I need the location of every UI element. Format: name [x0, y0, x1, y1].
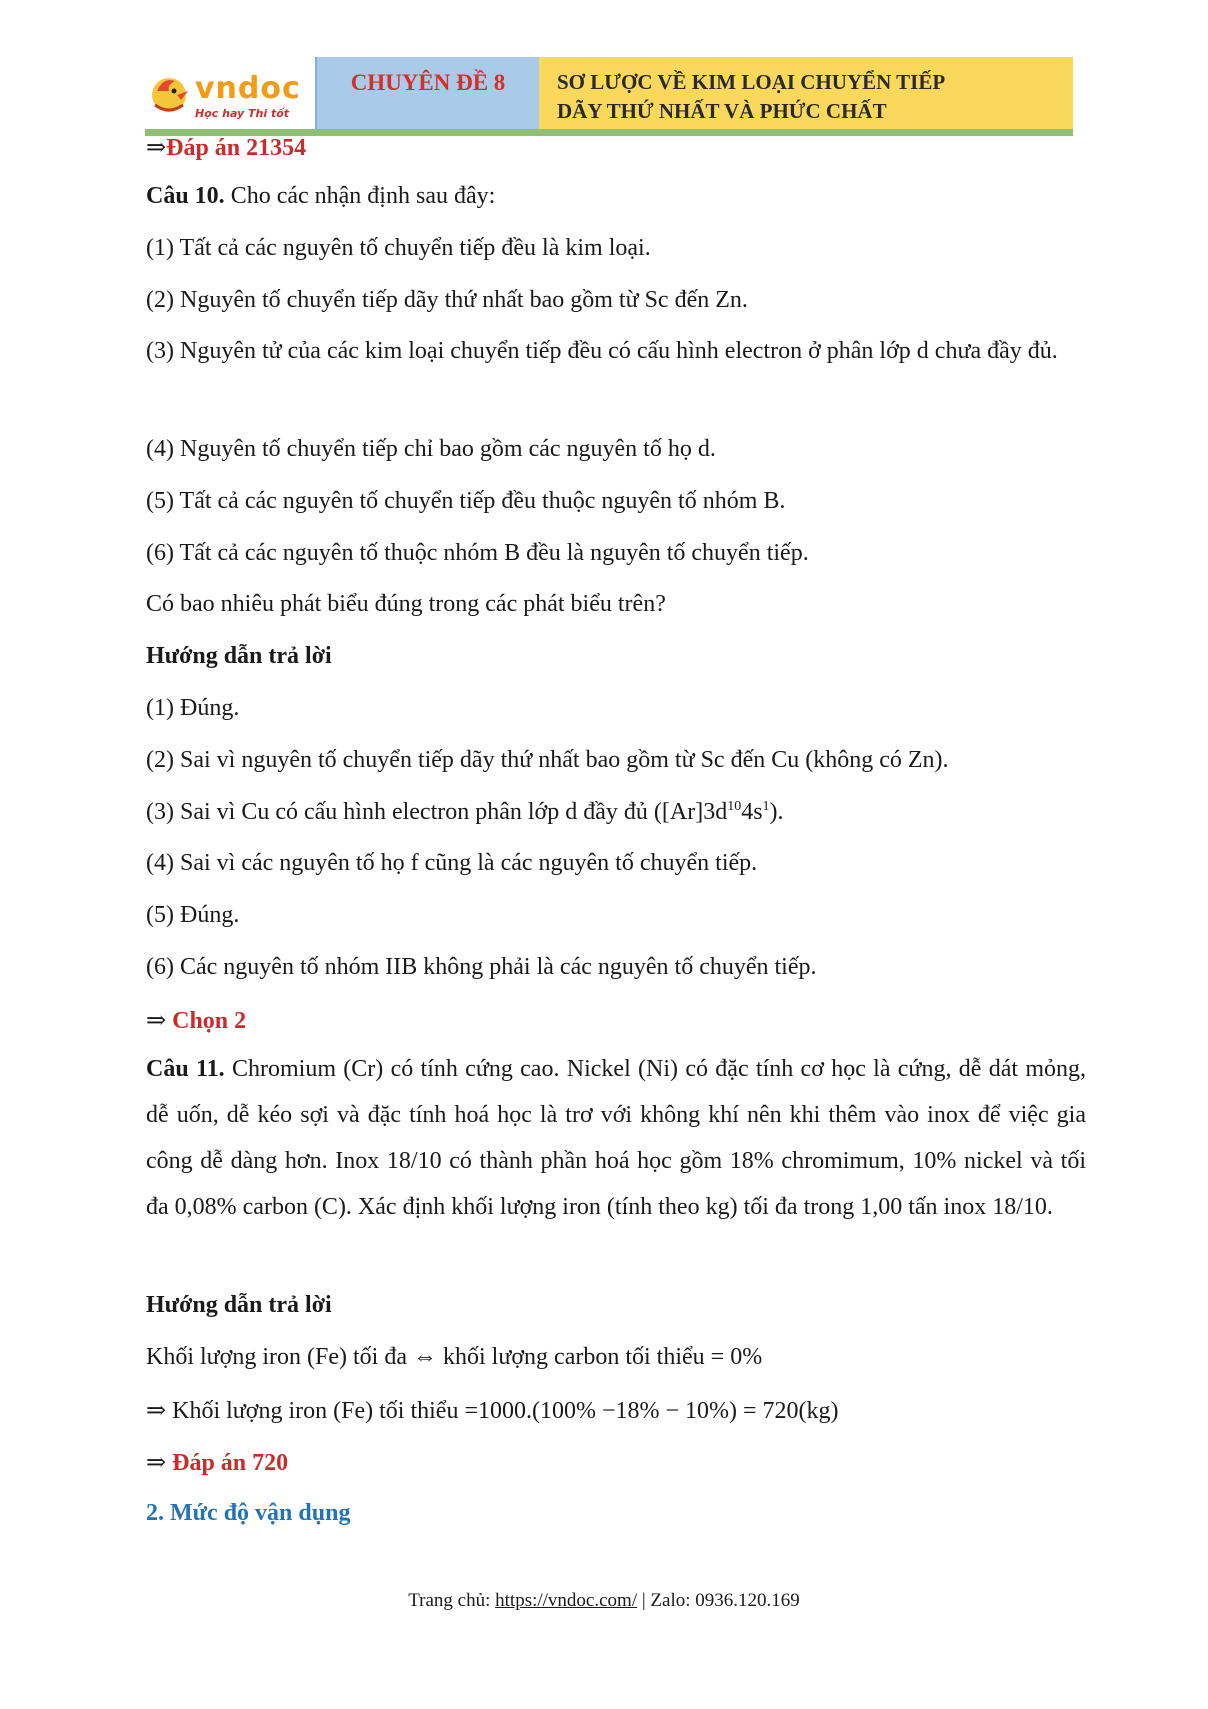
- question-10-label: Câu 10.: [146, 183, 225, 209]
- footer-prefix: Trang chủ:: [408, 1590, 496, 1611]
- question-11-guide-line-2: ⇒ Khối lượng iron (Fe) tối thiểu =1000.(100% −18% − 10%) = 720(kg): [146, 1398, 839, 1424]
- statement-1: (1) Tất cả các nguyên tố chuyển tiếp đều là kim loại.: [146, 235, 651, 261]
- topic-title-line2: DÃY THỨ NHẤT VÀ PHỨC CHẤT: [557, 99, 887, 123]
- question-10-answer-text: Chọn 2: [172, 1008, 247, 1034]
- question-11-answer-text: Đáp án 720: [172, 1450, 289, 1476]
- implies-arrow-icon: ⇒: [146, 1008, 167, 1034]
- question-10-prompt: Có bao nhiêu phát biểu đúng trong các phát biểu trên?: [146, 591, 666, 617]
- guide-3-orbital: 4s: [741, 799, 763, 825]
- guide-2: (2) Sai vì nguyên tố chuyển tiếp dãy thứ nhất bao gồm từ Sc đến Cu (không có Zn).: [146, 747, 949, 773]
- implies-arrow-icon: ⇒: [146, 1450, 167, 1476]
- page-footer: [0, 1590, 1208, 1612]
- logo[interactable]: [145, 57, 315, 139]
- previous-answer: [146, 133, 306, 162]
- guide-3-superscript: 10: [727, 799, 742, 814]
- statement-2: (2) Nguyên tố chuyển tiếp dãy thứ nhất bao gồm từ Sc đến Zn.: [146, 287, 748, 313]
- question-11-guide-line-1: Khối lượng iron (Fe) tối đa ⇔ khối lượng carbon tối thiểu = 0%: [146, 1344, 763, 1370]
- previous-answer-text: Đáp án 21354: [166, 135, 307, 161]
- guide-4: (4) Sai vì các nguyên tố họ f cũng là các nguyên tố chuyển tiếp.: [146, 850, 758, 876]
- chapter-label: CHUYÊN ĐỀ 8: [350, 70, 506, 95]
- topic-title-box: [539, 57, 1073, 129]
- question-11-text: Chromium (Cr) có tính cứng cao. Nickel (Ni) có đặc tính cơ học là cứng, dễ dát mỏng, dễ uốn, dễ kéo sợi và đặc tính hoá học là trơ với không khí nên khi thêm vào inox để việc gia công dễ dàng hơn. Inox 18/10 có thành phần hoá học gồm 18% chromimum, 10% nickel và tối đa 0,08% carbon (C). Xác định khối lượng iron (tính theo kg) tối đa trong 1,00 tấn inox 18/10.: [146, 1056, 1087, 1220]
- statement-3: (3) Nguyên tử của các kim loại chuyển tiếp đều có cấu hình electron ở phân lớp d chưa đầy đủ.: [146, 338, 1058, 364]
- question-10-stem: [146, 183, 495, 210]
- topic-title-line1: SƠ LƯỢC VỀ KIM LOẠI CHUYỂN TIẾP: [557, 70, 946, 94]
- footer-contact: | Zalo: 0936.120.169: [637, 1590, 800, 1611]
- question-11-answer: [146, 1448, 288, 1477]
- statement-6: (6) Tất cả các nguyên tố thuộc nhóm B đều là nguyên tố chuyển tiếp.: [146, 540, 809, 566]
- guide-6: (6) Các nguyên tố nhóm IIB không phải là các nguyên tố chuyển tiếp.: [146, 954, 817, 980]
- statement-4: (4) Nguyên tố chuyển tiếp chỉ bao gồm các nguyên tố họ d.: [146, 436, 716, 462]
- implies-arrow-icon: ⇒: [146, 135, 167, 161]
- logo-tagline: Học hay Thi tốt: [195, 107, 290, 120]
- question-11-label: Câu 11.: [146, 1056, 225, 1082]
- section-heading: 2. Mức độ vận dụng: [146, 1500, 351, 1526]
- guide-title: Hướng dẫn trả lời: [146, 1292, 332, 1318]
- rooster-logo-icon: [147, 71, 191, 117]
- logo-text: vndoc: [195, 71, 301, 106]
- topic-title: [557, 68, 945, 126]
- question-11-stem: [146, 1046, 1086, 1230]
- page-header: [145, 57, 1073, 139]
- statement-5: (5) Tất cả các nguyên tố chuyển tiếp đều thuộc nguyên tố nhóm B.: [146, 488, 786, 514]
- question-10-answer: [146, 1006, 246, 1035]
- guide-3-superscript: 1: [762, 799, 770, 814]
- homepage-link[interactable]: https://vndoc.com/: [495, 1590, 638, 1611]
- guide-3-end: ).: [769, 799, 784, 825]
- guide-1: (1) Đúng.: [146, 695, 240, 721]
- question-10-text: Cho các nhận định sau đây:: [224, 183, 496, 209]
- chapter-label-box: [315, 57, 539, 129]
- guide-3-text: (3) Sai vì Cu có cấu hình electron phân lớp d đầy đủ ([Ar]3d: [146, 799, 728, 825]
- guide-5: (5) Đúng.: [146, 902, 240, 928]
- guide-title: Hướng dẫn trả lời: [146, 643, 332, 669]
- guide-3: [146, 799, 784, 826]
